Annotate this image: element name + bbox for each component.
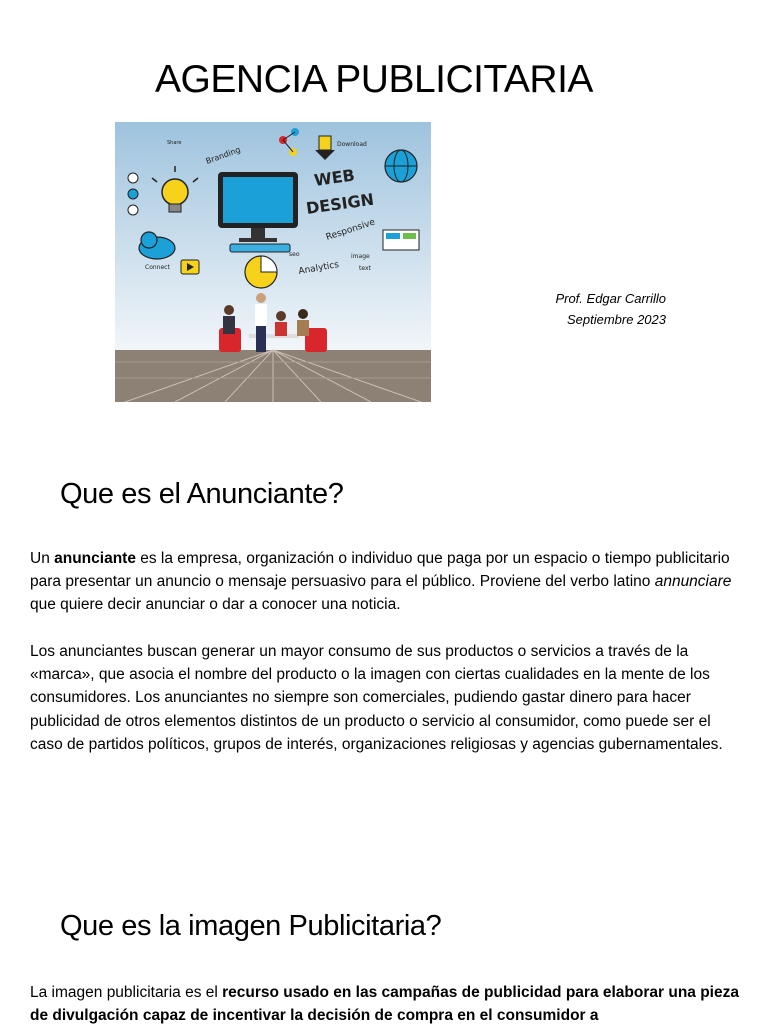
document-title: AGENCIA PUBLICITARIA [155, 58, 593, 101]
text-run: que quiere decir anunciar o dar a conocer una noticia. [30, 596, 401, 614]
section-heading-imagen-publicitaria: Que es la imagen Publicitaria? [60, 910, 442, 942]
web-label: WEB [312, 165, 356, 190]
document-date: Septiembre 2023 [566, 312, 666, 327]
wooden-floor [115, 350, 431, 402]
text-label: text [359, 265, 371, 272]
text-run: La imagen publicitaria es el [30, 984, 223, 1001]
share-label: Share [167, 140, 182, 146]
download-label: Download [337, 141, 367, 148]
bold-definition: recurso usado en las campañas de publicidad para elaborar una pieza de divulgación capaz de incentivar la decisión de compra en el consumidor a [30, 984, 739, 1025]
section-heading-anunciante: Que es el Anunciante? [60, 478, 344, 510]
play-icon [181, 260, 199, 274]
author-credits [520, 288, 666, 330]
connect-label: Connect [145, 264, 170, 271]
author-name: Prof. Edgar Carrillo [555, 291, 666, 306]
pie-chart-icon [245, 256, 277, 288]
social-icons [128, 173, 138, 215]
branding-label: Branding [204, 145, 242, 166]
globe-icon [385, 150, 417, 182]
image-label: image [351, 253, 370, 260]
term-annunciare: annunciare [654, 573, 732, 591]
paragraph-imagen-definition [30, 981, 740, 1027]
paragraph-anunciantes-goals [30, 640, 740, 756]
text-run: Un [30, 550, 55, 567]
web-design-illustration [115, 122, 431, 402]
responsive-label: Responsive [324, 217, 377, 243]
paragraph-anunciante-definition [30, 547, 740, 617]
layout-icon [383, 230, 419, 250]
illustration-canvas [115, 122, 431, 402]
text-run: es la empresa, organización o individuo que paga por un espacio o tiempo publicitario para presentar un anuncio o mensaje persuasivo para el público. Proviene del verbo latino [30, 550, 730, 591]
design-label: DESIGN [304, 189, 376, 218]
analytics-label: Analytics [297, 260, 340, 277]
text-run: Los anunciantes buscan generar un mayor consumo de sus productos o servicios a través de la «marca», que asocia el nombre del producto o la imagen con ciertas cualidades en la mente de los consumidores. Los anunciantes no siempre son comerciales, pudiendo gastar dinero para hacer publicidad de otros elementos distintos de un producto o servicio al consumidor, como puede ser el caso de partidos políticos, grupos de interés, organizaciones religiosas y agencias gubernamentales. [30, 643, 723, 753]
seo-label: seo [289, 251, 300, 258]
term-anunciante: anunciante [54, 550, 136, 567]
